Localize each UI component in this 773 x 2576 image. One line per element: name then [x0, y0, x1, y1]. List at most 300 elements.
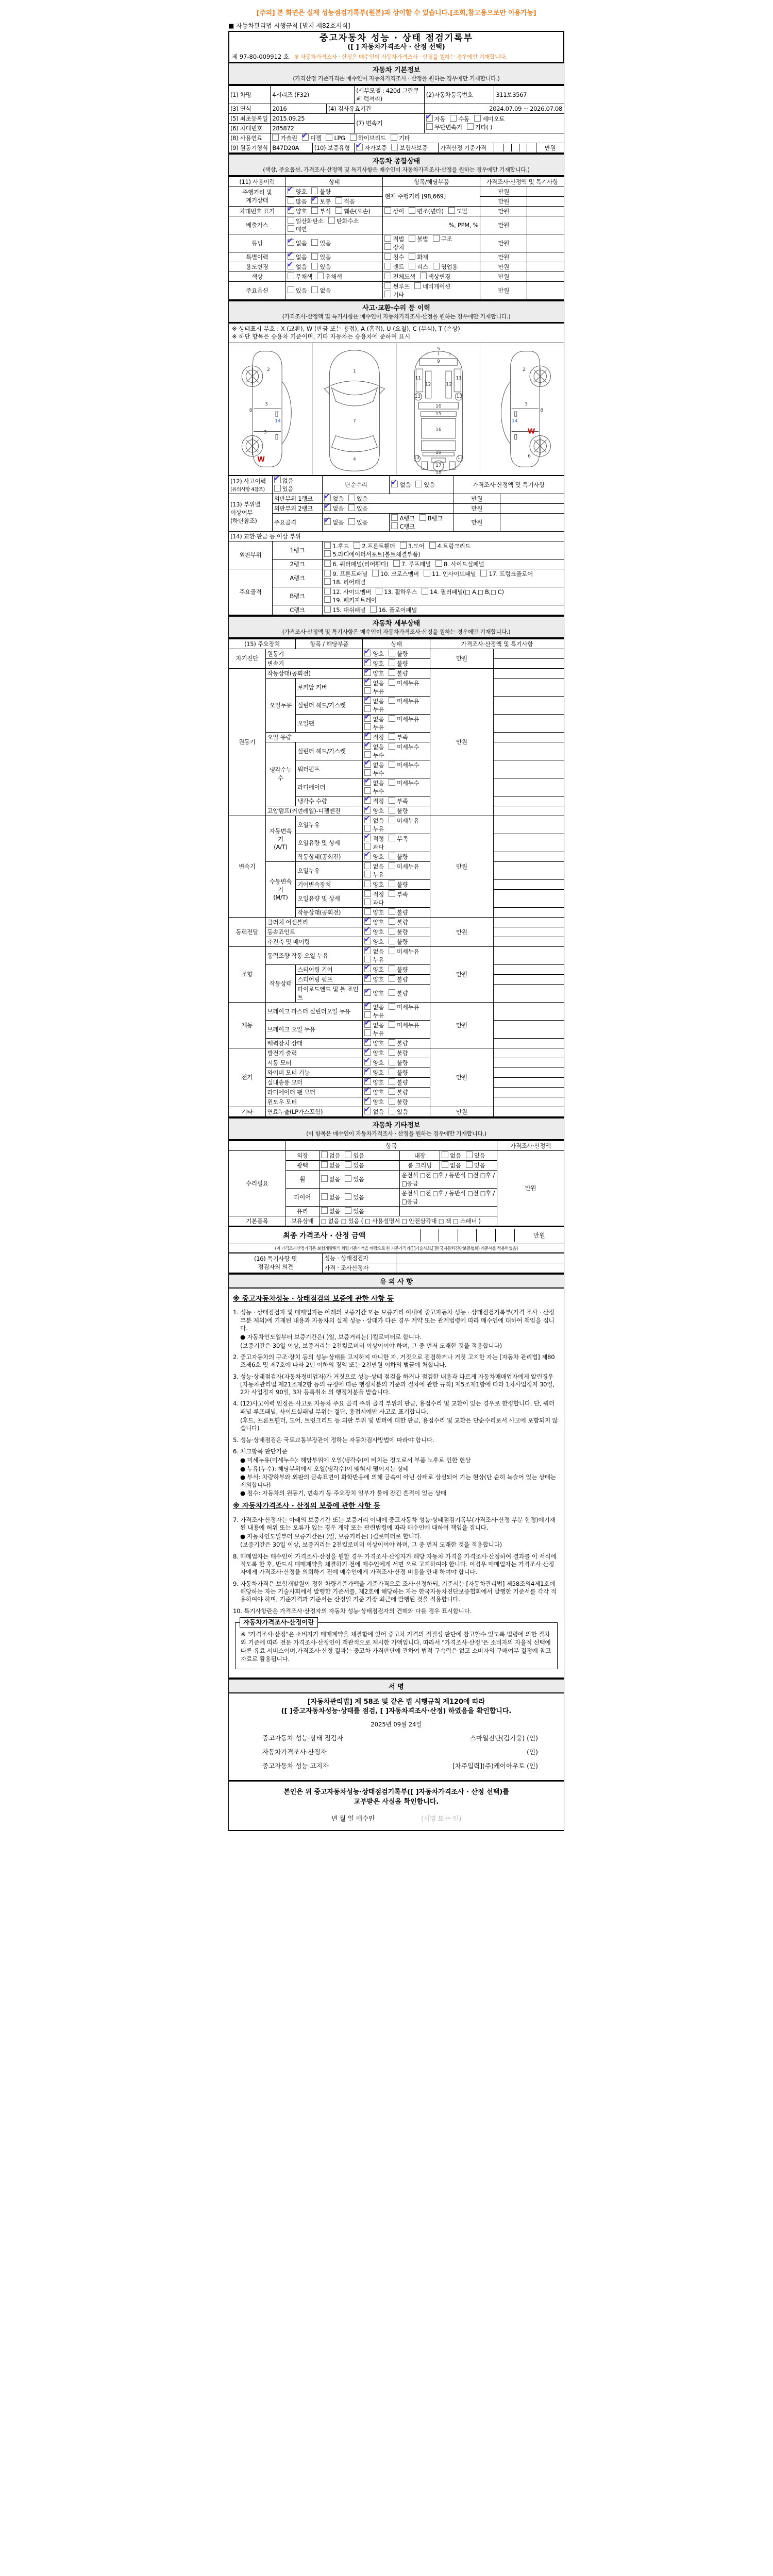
checkbox-option[interactable]: 누유 [364, 687, 384, 696]
checkbox-option[interactable]: 부식 [311, 207, 331, 215]
checkbox-option[interactable]: 불량 [389, 975, 408, 984]
checkbox-icon[interactable] [345, 1175, 351, 1182]
checkbox-option[interactable]: 미세누수 [389, 761, 419, 769]
checkbox-option[interactable]: 가솔린 [272, 134, 297, 142]
checked-checkbox-icon[interactable] [311, 197, 318, 204]
checkbox-icon[interactable] [324, 596, 331, 603]
checkbox-icon[interactable] [429, 542, 436, 549]
checkbox-option[interactable]: 18. 리어패널 [324, 578, 365, 586]
checkbox-icon[interactable] [389, 1039, 395, 1046]
checkbox-icon[interactable] [389, 679, 395, 686]
checkbox-option[interactable]: 누수 [364, 787, 384, 795]
checkbox-option[interactable]: 7. 루프패널 [393, 560, 431, 568]
checkbox-option[interactable]: 누유 [364, 871, 384, 879]
checkbox-option[interactable]: 미세누유 [389, 817, 419, 825]
checkbox-icon[interactable] [350, 134, 357, 141]
checkbox-option[interactable]: 없음 [321, 1207, 341, 1215]
checkbox-icon[interactable] [389, 1003, 395, 1010]
checkbox-icon[interactable] [364, 890, 371, 897]
checkbox-option[interactable]: 6. 쿼터패널(리어휀다) [324, 560, 389, 568]
checkbox-icon[interactable] [364, 899, 371, 905]
checkbox-option[interactable]: 수동 [450, 115, 469, 123]
checkbox-icon[interactable] [389, 1069, 395, 1075]
checkbox-icon[interactable] [384, 263, 391, 269]
checked-checkbox-icon[interactable] [364, 1108, 371, 1114]
checkbox-option[interactable]: 있음 [345, 1175, 364, 1183]
checkbox-icon[interactable] [311, 263, 318, 269]
checkbox-icon[interactable] [389, 1088, 395, 1095]
checkbox-option[interactable]: 누유 [364, 1011, 384, 1020]
checkbox-icon[interactable] [372, 570, 379, 577]
checkbox-icon[interactable] [321, 1151, 328, 1158]
checked-checkbox-icon[interactable] [274, 477, 281, 483]
checkbox-icon[interactable] [389, 908, 395, 915]
checked-checkbox-icon[interactable] [288, 188, 294, 194]
checkbox-option[interactable]: 화재 [409, 253, 428, 261]
checkbox-option[interactable]: 17. 트렁크플로어 [480, 570, 533, 578]
checkbox-icon[interactable] [389, 1021, 395, 1028]
checkbox-option[interactable]: 없음 [364, 862, 384, 871]
checkbox-icon[interactable] [364, 825, 371, 832]
checkbox-option[interactable]: ✔ 양호 [364, 1059, 384, 1067]
checkbox-icon[interactable] [391, 144, 398, 150]
checkbox-option[interactable]: 없음 [321, 1161, 341, 1170]
checkbox-option[interactable]: ✔ 양호 [364, 1039, 384, 1047]
checkbox-icon[interactable] [389, 890, 395, 897]
checkbox-option[interactable]: ✔ 양호 [364, 938, 384, 946]
checkbox-icon[interactable] [389, 1049, 395, 1056]
checkbox-option[interactable]: ✔없음 [364, 761, 384, 769]
checkbox-icon[interactable] [324, 606, 331, 613]
checkbox-option[interactable]: 4.트렁크리드 [429, 542, 470, 550]
checked-checkbox-icon[interactable] [364, 989, 371, 996]
checkbox-option[interactable]: ✔ 양호 [364, 1078, 384, 1087]
checkbox-icon[interactable] [389, 1078, 395, 1085]
checkbox-icon[interactable] [389, 733, 395, 740]
checkbox-icon[interactable] [419, 514, 426, 521]
checkbox-icon[interactable] [467, 123, 474, 130]
checkbox-option[interactable]: 14. 필러패널(□ A,□ B,□ C) [422, 588, 504, 596]
checkbox-icon[interactable] [348, 495, 355, 501]
checkbox-option[interactable]: ✔ 자가보증 [356, 144, 386, 152]
checkbox-option[interactable]: 미세누유 [389, 1021, 419, 1029]
checkbox-option[interactable]: 누유 [364, 723, 384, 732]
checkbox-icon[interactable] [288, 217, 294, 224]
checkbox-icon[interactable] [466, 1151, 473, 1158]
checkbox-icon[interactable] [348, 504, 355, 511]
checkbox-option[interactable]: 불량 [389, 989, 408, 997]
checkbox-option[interactable]: 유채색 [317, 273, 342, 281]
checked-checkbox-icon[interactable] [364, 1098, 371, 1105]
checked-checkbox-icon[interactable] [364, 1021, 371, 1028]
checked-checkbox-icon[interactable] [364, 669, 371, 676]
checkbox-option[interactable]: 있음 [348, 518, 368, 527]
checkbox-option[interactable]: ✔ 양호 [288, 207, 307, 215]
checkbox-option[interactable]: 기타 [391, 134, 410, 142]
checkbox-icon[interactable] [400, 542, 407, 549]
checkbox-option[interactable]: 많음 [288, 197, 307, 206]
checkbox-option[interactable]: 불량 [389, 928, 408, 936]
checkbox-option[interactable]: 누유 [364, 825, 384, 833]
checkbox-option[interactable]: 불량 [389, 1039, 408, 1047]
checkbox-option[interactable]: 없음 [311, 286, 331, 295]
checkbox-option[interactable]: ✔없음 [364, 947, 384, 956]
checkbox-option[interactable]: ✔ 적정 [364, 797, 384, 805]
checkbox-icon[interactable] [321, 1175, 328, 1182]
checkbox-option[interactable]: 있음 [288, 286, 307, 295]
checkbox-option[interactable]: ✔ 없음 [288, 253, 307, 261]
checkbox-option[interactable]: 불량 [389, 938, 408, 946]
checkbox-icon[interactable] [389, 862, 395, 869]
checkbox-option[interactable]: 16. 플로어패널 [370, 606, 417, 614]
checkbox-option[interactable]: 불법 [409, 235, 428, 243]
checkbox-option[interactable]: ✔ 양호 [364, 1049, 384, 1057]
checkbox-icon[interactable] [364, 871, 371, 877]
checked-checkbox-icon[interactable] [288, 253, 294, 260]
checked-checkbox-icon[interactable] [391, 481, 398, 487]
checked-checkbox-icon[interactable] [364, 965, 371, 972]
checked-checkbox-icon[interactable] [288, 263, 294, 269]
checkbox-icon[interactable] [364, 880, 371, 887]
checkbox-option[interactable]: 없음 [321, 1151, 341, 1160]
checkbox-icon[interactable] [433, 263, 440, 269]
checkbox-icon[interactable] [345, 1193, 351, 1200]
checkbox-icon[interactable] [424, 570, 430, 577]
checkbox-option[interactable]: ✔ 양호 [364, 1069, 384, 1077]
checkbox-option[interactable]: ✔양호 [364, 989, 384, 997]
checkbox-option[interactable]: 불량 [389, 1078, 408, 1087]
checkbox-option[interactable]: 무채색 [288, 273, 312, 281]
checkbox-icon[interactable] [345, 1151, 351, 1158]
checkbox-icon[interactable] [389, 817, 395, 823]
checkbox-icon[interactable] [324, 570, 331, 577]
checkbox-option[interactable]: ✔ 양호 [364, 975, 384, 984]
checked-checkbox-icon[interactable] [288, 207, 294, 214]
checked-checkbox-icon[interactable] [364, 1003, 371, 1010]
checkbox-option[interactable]: 매연 [288, 225, 307, 233]
checkbox-option[interactable]: 있음 [345, 1161, 364, 1170]
checked-checkbox-icon[interactable] [364, 715, 371, 722]
checkbox-icon[interactable] [324, 578, 331, 585]
checked-checkbox-icon[interactable] [364, 733, 371, 740]
checkbox-icon[interactable] [384, 291, 391, 297]
checkbox-option[interactable]: 있음 [345, 1151, 364, 1160]
checkbox-icon[interactable] [480, 570, 487, 577]
checkbox-option[interactable]: 9. 프론트패널 [324, 570, 367, 578]
checkbox-option[interactable]: 누유 [364, 956, 384, 964]
checkbox-option[interactable]: ✔없음 [364, 1003, 384, 1011]
checkbox-option[interactable]: 일산화탄소 [288, 217, 324, 225]
checkbox-option[interactable]: 누수 [364, 769, 384, 777]
checkbox-option[interactable]: 부족 [389, 890, 408, 899]
checkbox-option[interactable]: 훼손(오손) [335, 207, 371, 215]
checkbox-option[interactable]: ✔ 디젤 [302, 134, 322, 142]
checked-checkbox-icon[interactable] [364, 1039, 371, 1046]
checkbox-option[interactable]: 적음 [335, 197, 355, 206]
checkbox-option[interactable]: 미세누유 [389, 697, 419, 705]
checkbox-option[interactable]: ✔없음 [364, 715, 384, 723]
checkbox-option[interactable]: 불량 [389, 1088, 408, 1096]
checkbox-icon[interactable] [272, 134, 279, 141]
checkbox-option[interactable]: ✔ 없음 [364, 1108, 384, 1116]
checkbox-icon[interactable] [384, 207, 391, 214]
checkbox-icon[interactable] [326, 134, 332, 141]
checkbox-icon[interactable] [317, 273, 324, 279]
checked-checkbox-icon[interactable] [364, 679, 371, 686]
checkbox-icon[interactable] [389, 989, 395, 996]
checkbox-option[interactable]: 불량 [389, 853, 408, 861]
checkbox-option[interactable]: 부족 [389, 835, 408, 843]
checkbox-option[interactable]: 있음 [345, 1193, 364, 1201]
checked-checkbox-icon[interactable] [364, 975, 371, 982]
checkbox-option[interactable]: 미세누유 [389, 715, 419, 723]
checkbox-option[interactable]: 있음 [345, 1207, 364, 1215]
checkbox-option[interactable]: ✔없음 [364, 1021, 384, 1029]
checkbox-icon[interactable] [364, 1029, 371, 1036]
checkbox-option[interactable]: 미세누유 [389, 1003, 419, 1011]
checkbox-icon[interactable] [391, 134, 397, 141]
checkbox-icon[interactable] [442, 1151, 448, 1158]
checkbox-option[interactable]: 불량 [389, 1059, 408, 1067]
checkbox-option[interactable]: 렌트 [384, 263, 404, 271]
checkbox-option[interactable]: 있음 [348, 504, 368, 513]
checkbox-option[interactable]: 썬루프 [384, 282, 409, 291]
checkbox-option[interactable]: 있음 [389, 1108, 408, 1116]
checkbox-option[interactable]: 양호 [364, 908, 384, 917]
checkbox-icon[interactable] [364, 687, 371, 694]
checkbox-icon[interactable] [474, 115, 481, 122]
checkbox-icon[interactable] [389, 938, 395, 944]
checkbox-icon[interactable] [311, 253, 318, 260]
checkbox-option[interactable]: 색상변경 [420, 273, 450, 281]
checkbox-icon[interactable] [389, 1098, 395, 1105]
checkbox-icon[interactable] [389, 715, 395, 722]
checkbox-icon[interactable] [389, 659, 395, 666]
checkbox-icon[interactable] [384, 282, 391, 289]
checkbox-option[interactable]: ✔ 양호 [364, 853, 384, 861]
checkbox-option[interactable]: 미세누유 [389, 679, 419, 687]
checkbox-option[interactable]: ✔ 양호 [364, 918, 384, 926]
checked-checkbox-icon[interactable] [364, 817, 371, 823]
checkbox-icon[interactable] [389, 797, 395, 804]
checkbox-icon[interactable] [364, 843, 371, 850]
checked-checkbox-icon[interactable] [324, 504, 331, 511]
checkbox-option[interactable]: ✔양호 [288, 188, 307, 196]
checkbox-icon[interactable] [370, 606, 377, 613]
checkbox-option[interactable]: 누유 [364, 1029, 384, 1038]
checkbox-option[interactable]: 불량 [389, 650, 408, 658]
checkbox-icon[interactable] [321, 1207, 328, 1214]
checkbox-option[interactable]: 3.도어 [400, 542, 425, 550]
checkbox-option[interactable]: 있음 [466, 1151, 485, 1160]
checkbox-option[interactable]: ✔없음 [364, 697, 384, 705]
checkbox-option[interactable]: ✔ 양호 [364, 928, 384, 936]
checkbox-option[interactable]: 과다 [364, 899, 384, 907]
checkbox-icon[interactable] [409, 207, 415, 214]
checkbox-option[interactable]: 불량 [389, 1069, 408, 1077]
checked-checkbox-icon[interactable] [364, 1069, 371, 1075]
checkbox-icon[interactable] [389, 761, 395, 768]
checkbox-option[interactable]: 11. 인사이드패널 [424, 570, 476, 578]
checkbox-option[interactable]: 없음 [321, 1175, 341, 1183]
checked-checkbox-icon[interactable] [364, 947, 371, 954]
checkbox-option[interactable]: 있음 [466, 1161, 485, 1170]
checkbox-option[interactable]: 있음 [415, 481, 435, 489]
checkbox-icon[interactable] [364, 908, 371, 915]
checkbox-icon[interactable] [364, 956, 371, 962]
checkbox-option[interactable]: B랭크 [419, 514, 443, 522]
checkbox-option[interactable]: 상이 [384, 207, 404, 215]
checkbox-option[interactable]: ✔ 양호 [364, 1088, 384, 1096]
checkbox-option[interactable]: 15. 대쉬패널 [324, 606, 365, 614]
checkbox-icon[interactable] [389, 779, 395, 786]
checkbox-option[interactable]: ✔적정 [364, 835, 384, 843]
checkbox-option[interactable]: ✔없음 [364, 817, 384, 825]
checkbox-icon[interactable] [420, 273, 427, 279]
checked-checkbox-icon[interactable] [364, 650, 371, 656]
checkbox-option[interactable]: 침수 [384, 253, 404, 261]
checkbox-option[interactable]: 12. 사이드멤버 [324, 588, 371, 596]
checkbox-option[interactable]: 세미오토 [474, 115, 505, 123]
checkbox-icon[interactable] [415, 481, 422, 487]
checkbox-option[interactable]: 1.후드 [324, 542, 349, 550]
checkbox-icon[interactable] [389, 743, 395, 750]
checked-checkbox-icon[interactable] [364, 761, 371, 768]
checkbox-icon[interactable] [433, 235, 440, 242]
checkbox-option[interactable]: ✔ 양호 [364, 650, 384, 658]
checkbox-icon[interactable] [409, 253, 415, 260]
checked-checkbox-icon[interactable] [364, 1078, 371, 1085]
checkbox-icon[interactable] [389, 918, 395, 925]
checkbox-icon[interactable] [376, 588, 382, 595]
checkbox-icon[interactable] [389, 697, 395, 704]
checkbox-option[interactable]: 영업용 [433, 263, 458, 271]
checked-checkbox-icon[interactable] [364, 835, 371, 841]
checkbox-option[interactable]: 부족 [389, 797, 408, 805]
checkbox-icon[interactable] [345, 1207, 351, 1214]
checkbox-icon[interactable] [389, 853, 395, 859]
checked-checkbox-icon[interactable] [364, 697, 371, 704]
checkbox-icon[interactable] [324, 542, 331, 549]
checked-checkbox-icon[interactable] [364, 807, 371, 814]
checkbox-icon[interactable] [389, 650, 395, 656]
checked-checkbox-icon[interactable] [364, 938, 371, 944]
checked-checkbox-icon[interactable] [426, 115, 433, 122]
checkbox-option[interactable]: 19. 패키지트레이 [324, 596, 377, 604]
checkbox-icon[interactable] [328, 217, 335, 224]
checkbox-option[interactable]: ✔ 양호 [364, 807, 384, 815]
checkbox-option[interactable]: ✔ 없음 [288, 263, 307, 271]
checkbox-option[interactable]: 미세누유 [389, 862, 419, 871]
checkbox-option[interactable]: 기타 [384, 291, 404, 299]
checkbox-option[interactable]: ✔ 양호 [364, 659, 384, 668]
checkbox-icon[interactable] [384, 273, 391, 279]
checked-checkbox-icon[interactable] [288, 239, 294, 246]
checked-checkbox-icon[interactable] [324, 518, 331, 525]
checkbox-option[interactable]: 있음 [311, 239, 331, 247]
checkbox-option[interactable]: 불량 [389, 908, 408, 917]
checkbox-icon[interactable] [335, 207, 342, 214]
checkbox-icon[interactable] [389, 880, 395, 887]
checkbox-option[interactable]: 없음 [321, 1193, 341, 1201]
checkbox-icon[interactable] [321, 1161, 328, 1168]
checkbox-icon[interactable] [409, 263, 415, 269]
checkbox-icon[interactable] [450, 115, 457, 122]
checkbox-icon[interactable] [435, 560, 442, 567]
checkbox-icon[interactable] [414, 282, 421, 289]
checkbox-option[interactable]: ✔ 양호 [364, 965, 384, 974]
checkbox-icon[interactable] [335, 197, 342, 204]
checkbox-option[interactable]: ✔ 보통 [311, 197, 331, 206]
checkbox-icon[interactable] [364, 705, 371, 712]
checkbox-icon[interactable] [364, 1011, 371, 1018]
checkbox-option[interactable]: 불량 [389, 918, 408, 926]
checked-checkbox-icon[interactable] [324, 495, 331, 501]
checkbox-icon[interactable] [384, 243, 391, 250]
checked-checkbox-icon[interactable] [364, 918, 371, 925]
checkbox-option[interactable]: 10. 크로스멤버 [372, 570, 419, 578]
checkbox-option[interactable]: ✔ 없음 [324, 495, 344, 503]
checked-checkbox-icon[interactable] [364, 1088, 371, 1095]
checkbox-icon[interactable] [448, 207, 455, 214]
checkbox-icon[interactable] [345, 1161, 351, 1168]
checkbox-option[interactable]: ✔없음 [274, 477, 294, 485]
checkbox-option[interactable]: ✔ 없음 [324, 504, 344, 513]
checkbox-icon[interactable] [389, 928, 395, 935]
checkbox-icon[interactable] [354, 542, 360, 549]
checkbox-option[interactable]: ✔ 없음 [324, 518, 344, 527]
checkbox-option[interactable]: 미세누수 [389, 743, 419, 751]
checked-checkbox-icon[interactable] [364, 853, 371, 859]
checkbox-icon[interactable] [389, 975, 395, 982]
checkbox-icon[interactable] [364, 787, 371, 794]
checkbox-option[interactable]: 2.프론트휀더 [354, 542, 395, 550]
checkbox-icon[interactable] [311, 188, 318, 194]
checkbox-option[interactable]: 누수 [364, 751, 384, 759]
checkbox-option[interactable]: ✔없음 [364, 779, 384, 787]
checkbox-icon[interactable] [364, 723, 371, 730]
checkbox-option[interactable]: 기타( ) [467, 123, 492, 131]
checkbox-option[interactable]: 과다 [364, 843, 384, 851]
checkbox-option[interactable]: 도말 [448, 207, 468, 215]
checked-checkbox-icon[interactable] [364, 1049, 371, 1056]
checked-checkbox-icon[interactable] [302, 134, 309, 141]
checkbox-option[interactable]: 누유 [364, 705, 384, 714]
checked-checkbox-icon[interactable] [356, 144, 363, 150]
checkbox-icon[interactable] [348, 518, 355, 525]
checked-checkbox-icon[interactable] [364, 1059, 371, 1065]
checkbox-icon[interactable] [391, 522, 398, 529]
checkbox-option[interactable]: 양호 [364, 880, 384, 889]
checkbox-icon[interactable] [288, 286, 294, 293]
checkbox-option[interactable]: 보험사보증 [391, 144, 427, 152]
checkbox-icon[interactable] [311, 207, 318, 214]
checkbox-option[interactable]: ✔ 적정 [364, 733, 384, 741]
checkbox-icon[interactable] [274, 485, 281, 492]
checkbox-option[interactable]: 미세누유 [389, 947, 419, 956]
checkbox-option[interactable]: 네비게이션 [414, 282, 450, 291]
checkbox-icon[interactable] [422, 588, 428, 595]
checkbox-icon[interactable] [364, 862, 371, 869]
checkbox-option[interactable]: ✔ 없음 [288, 239, 307, 247]
checked-checkbox-icon[interactable] [364, 779, 371, 786]
checkbox-option[interactable]: 불량 [389, 1098, 408, 1106]
checkbox-option[interactable]: 불량 [389, 965, 408, 974]
checkbox-icon[interactable] [384, 235, 391, 242]
checkbox-icon[interactable] [389, 835, 395, 841]
checkbox-option[interactable]: 불량 [389, 1049, 408, 1057]
checkbox-option[interactable]: 있음 [274, 485, 294, 493]
